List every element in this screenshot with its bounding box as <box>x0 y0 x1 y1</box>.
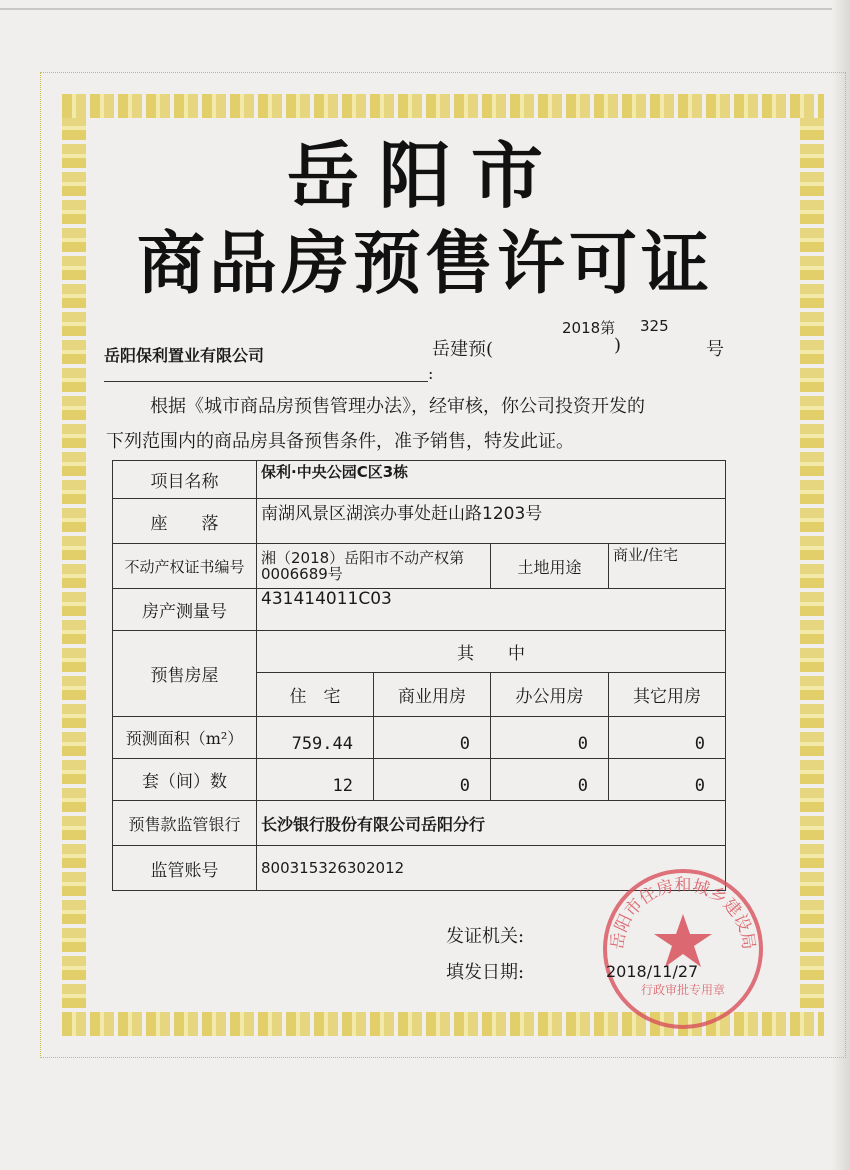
area-office: 0 <box>491 717 609 759</box>
bank-label: 预售款监管银行 <box>113 801 257 846</box>
table-row <box>113 499 726 544</box>
official-seal <box>600 866 766 1032</box>
units-commercial: 0 <box>374 759 491 801</box>
area-residential: 759.44 <box>257 717 374 759</box>
units-other: 0 <box>609 759 726 801</box>
company-colon: : <box>428 364 434 383</box>
title-certificate: 商品房预售许可证 <box>136 225 713 304</box>
location-value: 南湖风景区湖滨办事处赶山路1203号 <box>257 499 726 544</box>
units-office: 0 <box>491 759 609 801</box>
presale-label: 预售房屋 <box>113 631 257 717</box>
units-label: 套（间）数 <box>113 759 257 801</box>
info-table <box>112 460 726 891</box>
account-label: 监管账号 <box>113 846 257 891</box>
area-commercial: 0 <box>374 717 491 759</box>
intro-line-1: 根据《城市商品房预售管理办法》，经审核，你公司投资开发的 <box>150 396 645 417</box>
svg-text:岳阳市住房和城乡建设局: 岳阳市住房和城乡建设局 <box>607 875 759 951</box>
account-value: 800315326302012 <box>257 846 726 891</box>
col-office: 办公用房 <box>491 673 609 717</box>
table-row <box>113 461 726 499</box>
issue-date-value: 2018/11/27 <box>606 962 699 981</box>
land-use-label: 土地用途 <box>491 544 609 589</box>
permit-number: 325 <box>640 317 669 335</box>
units-residential: 12 <box>257 759 374 801</box>
permit-prefix: 岳建预( <box>432 339 494 360</box>
cert-number-label: 不动产权证书编号 <box>113 544 257 589</box>
col-residential: 住 宅 <box>257 673 374 717</box>
permit-year: 2018第 <box>562 319 616 337</box>
intro-line-2: 下列范围内的商品房具备预售条件，准予销售，特发此证。 <box>106 431 574 452</box>
project-name-label: 项目名称 <box>113 461 257 499</box>
location-label: 座 落 <box>113 499 257 544</box>
project-name-value: 保利·中央公园C区3栋 <box>257 461 726 499</box>
permit-suffix: 号 <box>706 339 724 360</box>
area-label: 预测面积（m²） <box>113 717 257 759</box>
table-row <box>113 631 726 673</box>
company-name: 岳阳保利置业有限公司 <box>104 346 265 365</box>
page-edge-line <box>0 8 850 10</box>
table-row <box>113 544 726 589</box>
table-row <box>113 717 726 759</box>
among-label: 其 中 <box>257 631 726 673</box>
title-city: 岳阳市 <box>286 134 563 218</box>
table-row <box>113 801 726 846</box>
col-other: 其它用房 <box>609 673 726 717</box>
permit-close-paren: ) <box>614 335 622 356</box>
bank-value: 长沙银行股份有限公司岳阳分行 <box>257 801 726 846</box>
cert-number-value: 湘（2018）岳阳市不动产权第0006689号 <box>257 544 491 589</box>
issuer-label: 发证机关: <box>446 926 525 947</box>
survey-number-value: 431414011C03 <box>257 589 726 631</box>
company-underline <box>104 381 428 382</box>
table-row <box>113 589 726 631</box>
table-row <box>113 759 726 801</box>
col-commercial: 商业用房 <box>374 673 491 717</box>
area-other: 0 <box>609 717 726 759</box>
land-use-value: 商业/住宅 <box>609 544 726 589</box>
issue-date-label: 填发日期: <box>446 962 525 983</box>
survey-number-label: 房产测量号 <box>113 589 257 631</box>
svg-text:行政审批专用章: 行政审批专用章 <box>640 983 726 997</box>
